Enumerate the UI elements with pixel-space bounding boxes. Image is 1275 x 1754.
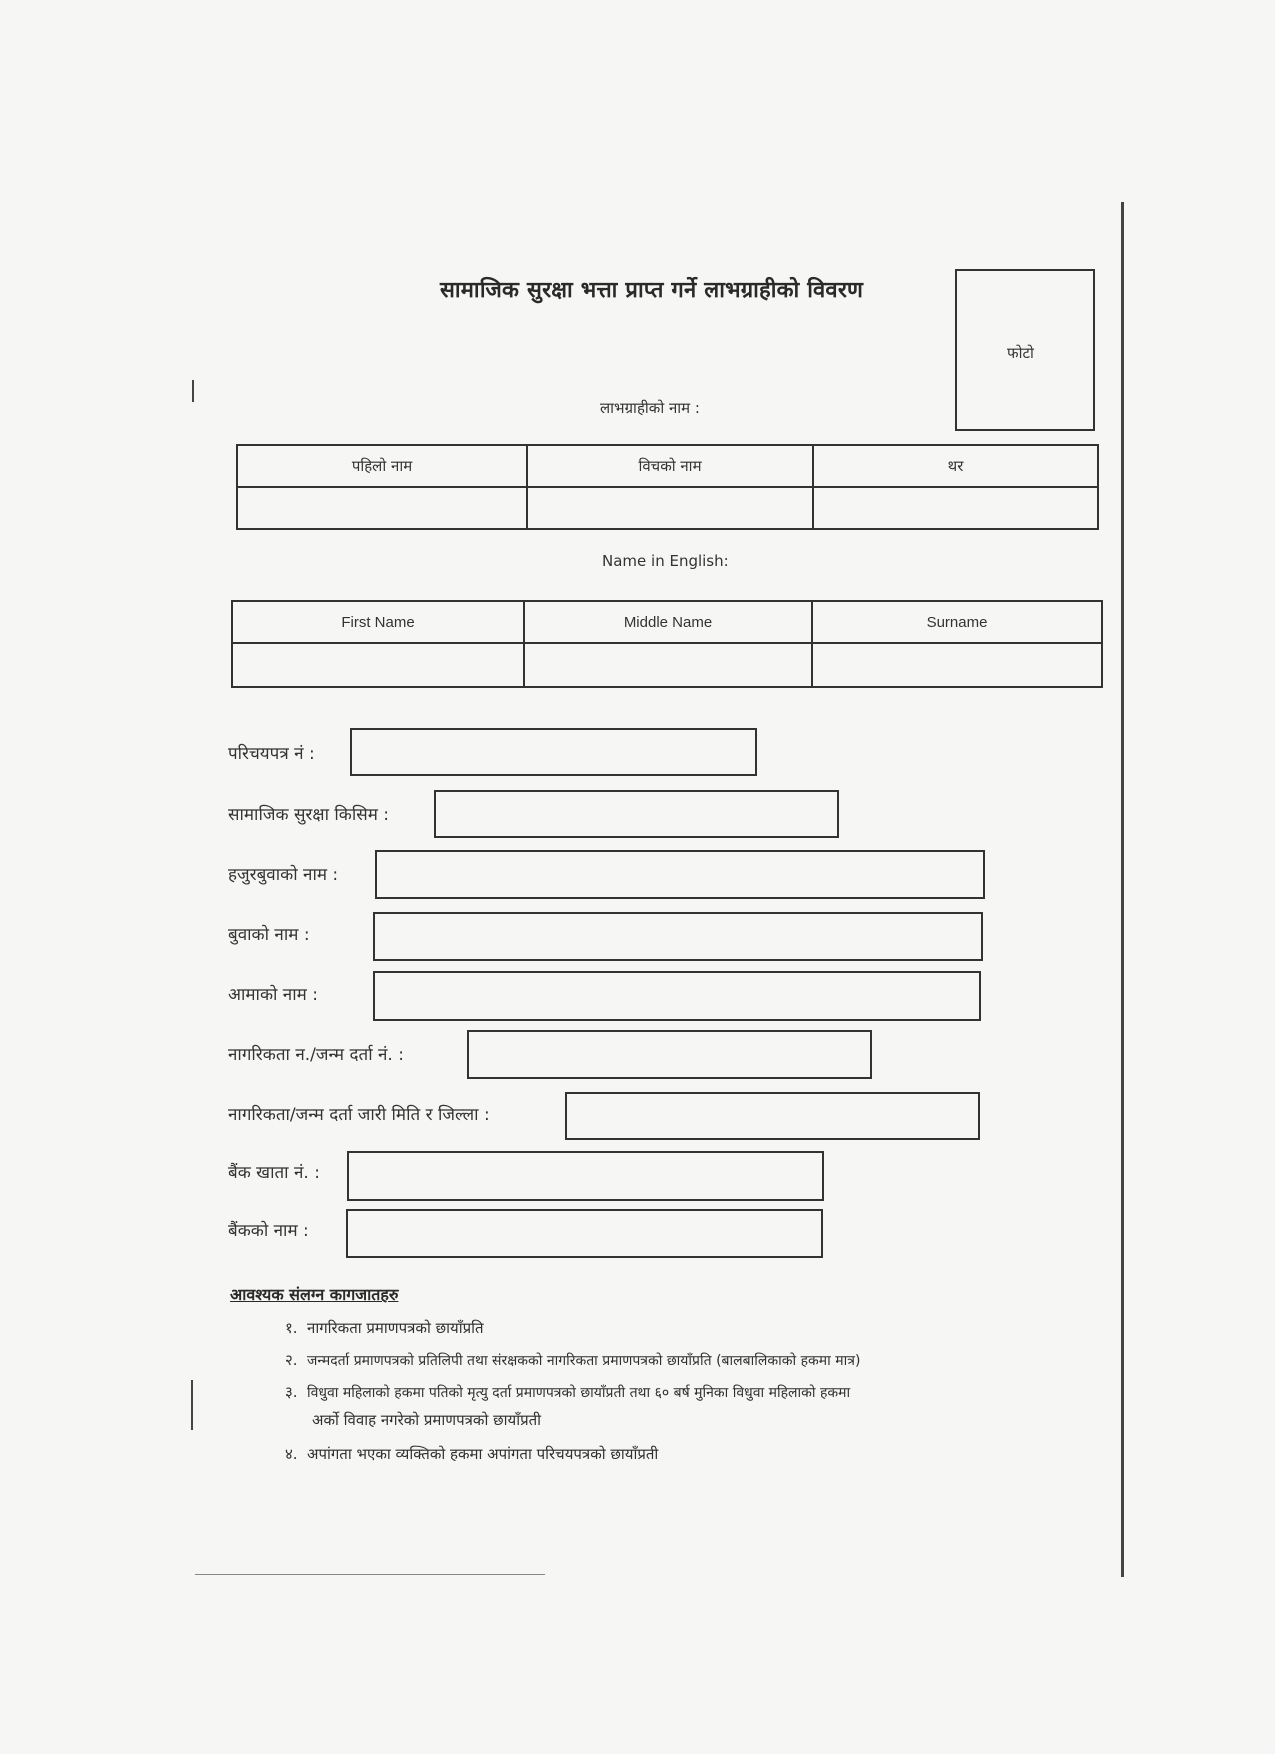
bank-account-label: बैंक खाता नं. : bbox=[228, 1163, 320, 1183]
id-card-input[interactable] bbox=[350, 728, 757, 776]
photo-label: फोटो bbox=[1007, 344, 1034, 362]
nepali-name-label: लाभग्राहीको नाम : bbox=[600, 399, 700, 417]
document-item-number: १. bbox=[285, 1319, 298, 1337]
document-item bbox=[285, 1382, 850, 1402]
first-name-np-input[interactable] bbox=[237, 487, 527, 529]
grandfather-name-input[interactable] bbox=[375, 850, 985, 899]
mother-name-input[interactable] bbox=[373, 971, 981, 1021]
document-item-text: अपांगता भएका व्यक्तिको हकमा अपांगता परिचयपत्रको छायाँप्रती bbox=[307, 1445, 659, 1463]
document-item bbox=[285, 1350, 860, 1370]
security-type-input[interactable] bbox=[434, 790, 839, 838]
citizenship-no-label: नागरिकता न./जन्म दर्ता नं. : bbox=[228, 1045, 404, 1065]
col-header-middle-name-np: विचको नाम bbox=[527, 445, 813, 487]
scan-edge-bottom bbox=[195, 1574, 545, 1575]
col-header-surname-np: थर bbox=[813, 445, 1098, 487]
bank-name-label: बैंकको नाम : bbox=[228, 1221, 309, 1241]
surname-input[interactable] bbox=[812, 643, 1102, 687]
first-name-input[interactable] bbox=[232, 643, 524, 687]
scan-edge-left-lower bbox=[191, 1380, 193, 1430]
middle-name-input[interactable] bbox=[524, 643, 812, 687]
photo-box bbox=[955, 269, 1095, 431]
document-item-continuation: अर्को विवाह नगरेको प्रमाणपत्रको छायाँप्रती bbox=[312, 1411, 542, 1429]
document-item bbox=[285, 1318, 484, 1338]
father-name-input[interactable] bbox=[373, 912, 983, 961]
document-item-number: ४. bbox=[285, 1445, 298, 1463]
scan-edge-left bbox=[192, 380, 194, 402]
english-name-table bbox=[231, 600, 1103, 688]
document-item bbox=[285, 1444, 658, 1464]
bank-account-input[interactable] bbox=[347, 1151, 824, 1201]
english-name-label: Name in English: bbox=[602, 552, 729, 570]
col-header-surname: Surname bbox=[812, 601, 1102, 643]
form-title: सामाजिक सुरक्षा भत्ता प्राप्त गर्ने लाभग्राहीको विवरण bbox=[440, 278, 864, 303]
father-name-label: बुवाको नाम : bbox=[228, 925, 310, 945]
col-header-middle-name: Middle Name bbox=[524, 601, 812, 643]
security-type-label: सामाजिक सुरक्षा किसिम : bbox=[228, 805, 390, 825]
surname-np-input[interactable] bbox=[813, 487, 1098, 529]
scan-edge-right bbox=[1121, 202, 1124, 1577]
document-item-text: नागरिकता प्रमाणपत्रको छायाँप्रति bbox=[307, 1319, 484, 1337]
id-card-label: परिचयपत्र नं : bbox=[228, 744, 315, 764]
citizenship-issue-input[interactable] bbox=[565, 1092, 980, 1140]
document-item-number: २. bbox=[285, 1351, 298, 1369]
document-item-text: जन्मदर्ता प्रमाणपत्रको प्रतिलिपी तथा संरक्षकको नागरिकता प्रमाणपत्रको छायाँप्रति (बालबालिकाको हकमा मात्र) bbox=[307, 1353, 861, 1369]
document-item-text: विधुवा महिलाको हकमा पतिको मृत्यु दर्ता प्रमाणपत्रको छायाँप्रती तथा ६० बर्ष मुनिका विधुवा महिलाको हकमा bbox=[307, 1385, 851, 1401]
citizenship-issue-label: नागरिकता/जन्म दर्ता जारी मिति र जिल्ला : bbox=[228, 1105, 490, 1125]
documents-heading: आवश्यक संलग्न कागजातहरु bbox=[230, 1285, 399, 1304]
nepali-name-table bbox=[236, 444, 1099, 530]
col-header-first-name-np: पहिलो नाम bbox=[237, 445, 527, 487]
bank-name-input[interactable] bbox=[346, 1209, 823, 1258]
middle-name-np-input[interactable] bbox=[527, 487, 813, 529]
grandfather-name-label: हजुरबुवाको नाम : bbox=[228, 865, 339, 885]
col-header-first-name: First Name bbox=[232, 601, 524, 643]
citizenship-no-input[interactable] bbox=[467, 1030, 872, 1079]
mother-name-label: आमाको नाम : bbox=[228, 985, 318, 1005]
document-item-number: ३. bbox=[285, 1383, 298, 1401]
